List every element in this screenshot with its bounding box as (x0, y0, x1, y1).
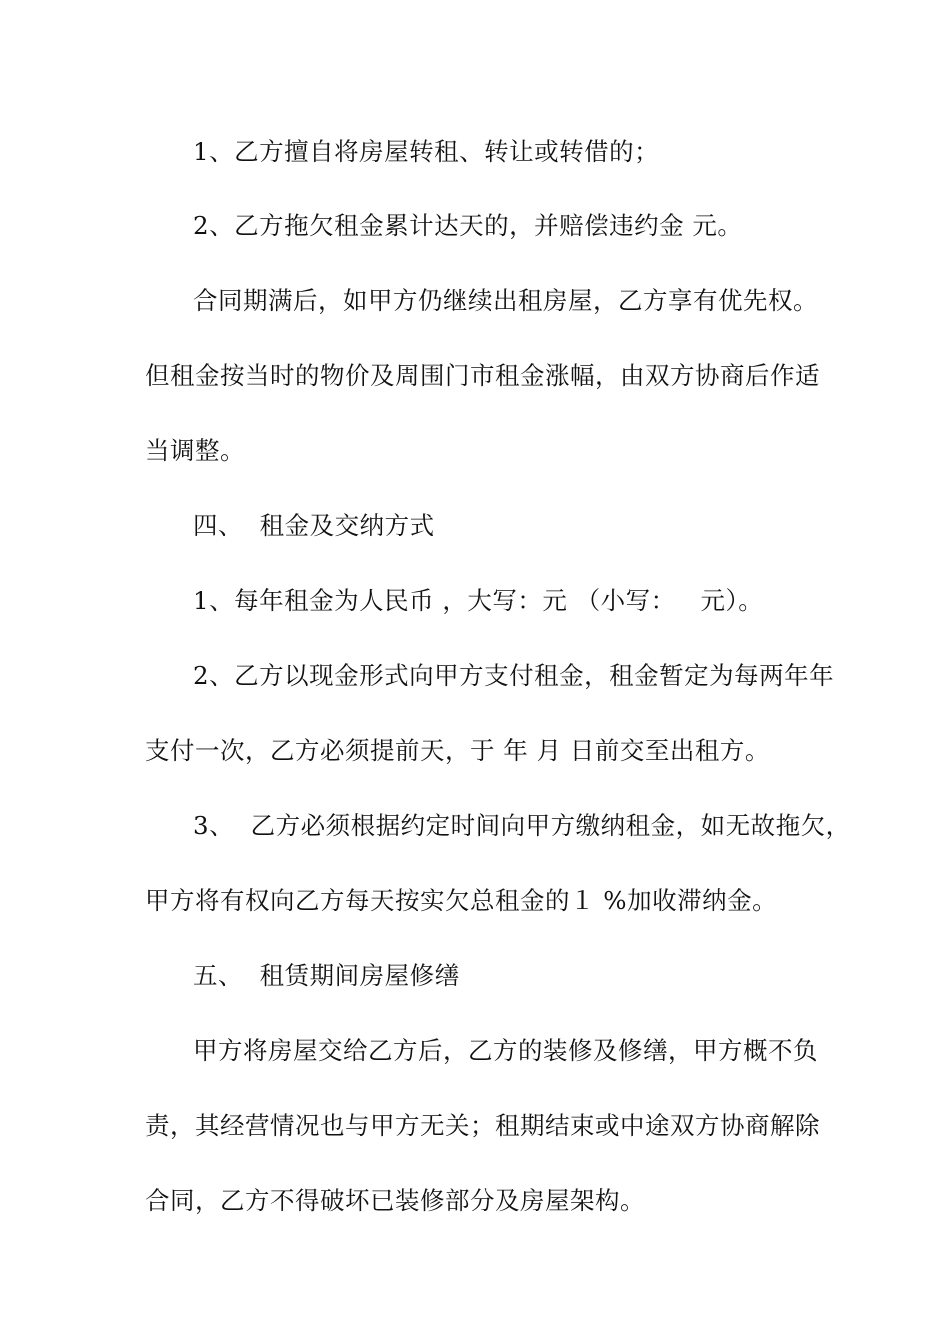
clause-line: 3、 乙方必须根据约定时间向甲方缴纳租金，如无故拖欠， (193, 811, 851, 840)
clause-line: 1、每年租金为人民币 ，大写：元 （小写： 元）。 (193, 586, 764, 615)
clause-line: 2、乙方以现金形式向甲方支付租金，租金暂定为每两年年 (193, 661, 835, 690)
paragraph-line: 支付一次，乙方必须提前天，于 年 月 日前交至出租方。 (145, 736, 770, 765)
paragraph-line: 责，其经营情况也与甲方无关；租期结束或中途双方协商解除 (145, 1111, 820, 1140)
paragraph-line: 合同，乙方不得破坏已装修部分及房屋架构。 (145, 1186, 645, 1215)
section-heading: 五、 租赁期间房屋修缮 (193, 961, 460, 990)
section-heading: 四、 租金及交纳方式 (193, 511, 435, 540)
paragraph-line: 当调整。 (145, 436, 245, 465)
clause-line: 2、乙方拖欠租金累计达天的，并赔偿违约金 元。 (193, 211, 743, 240)
clause-line: 1、乙方擅自将房屋转租、转让或转借的； (193, 137, 660, 166)
paragraph-line: 但租金按当时的物价及周围门市租金涨幅，由双方协商后作适 (145, 361, 820, 390)
paragraph-line: 甲方将有权向乙方每天按实欠总租金的１ %加收滞纳金。 (145, 886, 778, 915)
paragraph-line: 甲方将房屋交给乙方后，乙方的装修及修缮，甲方概不负 (193, 1036, 818, 1065)
paragraph-line: 合同期满后，如甲方仍继续出租房屋，乙方享有优先权。 (193, 286, 818, 315)
